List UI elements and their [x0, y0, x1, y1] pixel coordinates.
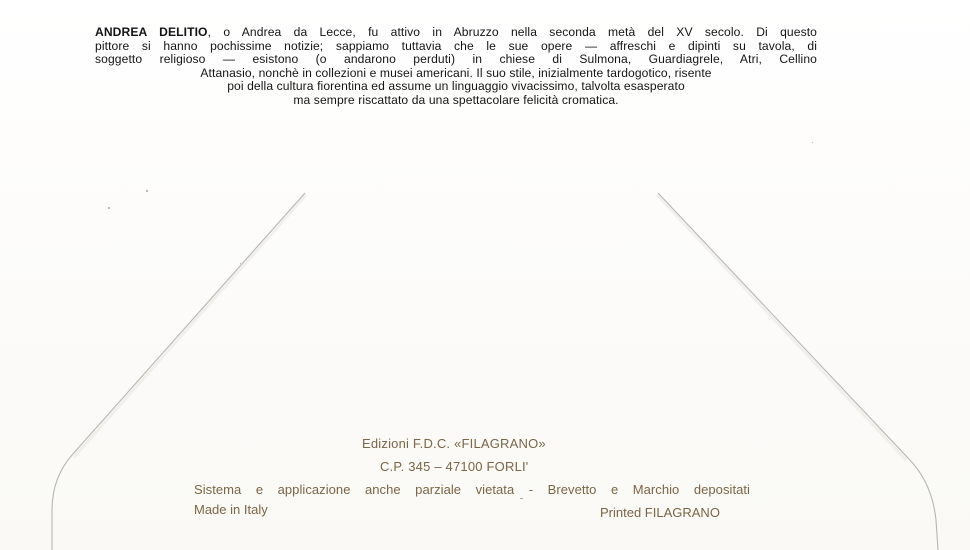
description-line: [95, 53, 817, 67]
paper-speck: [520, 498, 523, 499]
description-text: Attanasio, nonchè in collezioni e musei americani. Il suo stile, inizialmente tardogotico, risente: [200, 65, 712, 80]
artist-description: [95, 26, 817, 108]
description-text: soggetto religioso — esistono (o andarono perduti) in chiese di Sulmona, Guardiagrele, Atri, Cellino: [95, 52, 817, 67]
paper-speck: [240, 263, 241, 264]
printer-credit: Printed FILAGRANO: [600, 505, 720, 520]
artist-name: ANDREA DELITIO: [95, 25, 208, 39]
publisher-name: Edizioni F.D.C. «FILAGRANO»: [362, 436, 546, 451]
right-flap-shadow: [657, 195, 906, 460]
left-flap-shadow: [74, 195, 306, 457]
paper-speck: [812, 142, 813, 143]
made-in-italy: Made in Italy: [194, 502, 268, 517]
patent-notice: Sistema e applicazione anche parziale vietata - Brevetto e Marchio depositati: [194, 482, 750, 497]
paper-speck: [108, 207, 110, 209]
description-line: [95, 94, 817, 108]
description-text: ma sempre riscattato da una spettacolare felicità cromatica.: [293, 92, 619, 107]
description-line: [95, 26, 817, 40]
paper-speck: [146, 190, 148, 192]
description-line: [95, 80, 817, 94]
description-line: [95, 67, 817, 81]
description-line: [95, 40, 817, 54]
publisher-address: C.P. 345 – 47100 FORLI': [380, 459, 529, 474]
description-text: , o Andrea da Lecce, fu attivo in Abruzzo nella seconda metà del XV secolo. Di questo: [207, 25, 817, 39]
description-text: pittore si hanno pochissime notizie; sappiamo tuttavia che le sue opere — affreschi e dipinti su tavola, di: [95, 38, 817, 53]
description-text: poi della cultura fiorentina ed assume un linguaggio vivacissimo, talvolta esasperato: [227, 79, 685, 94]
